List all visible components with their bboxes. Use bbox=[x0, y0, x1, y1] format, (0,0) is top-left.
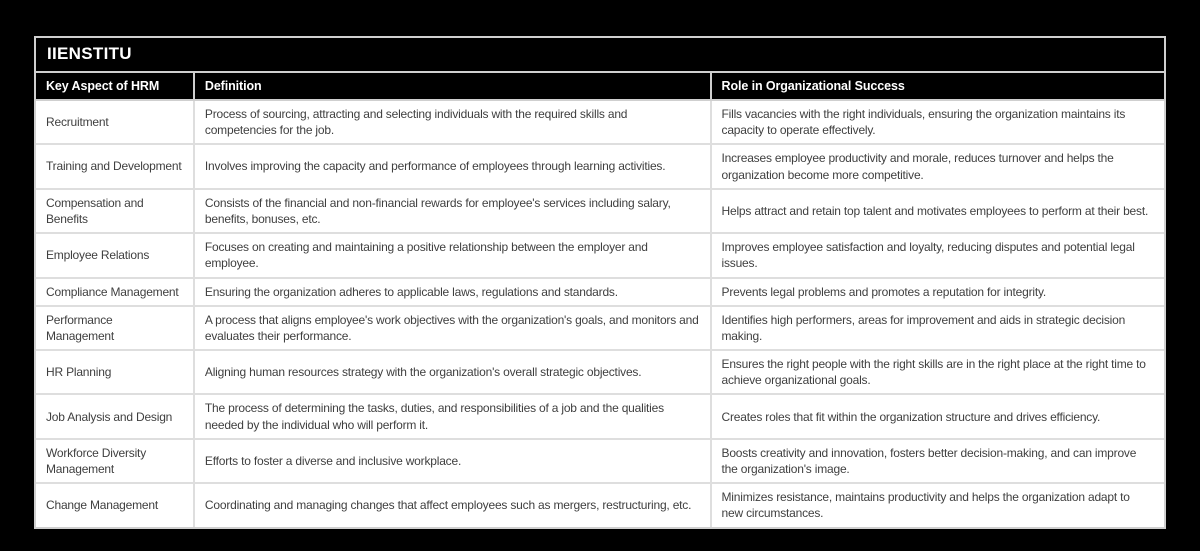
cell-definition: Ensuring the organization adheres to applicable laws, regulations and standards. bbox=[194, 278, 711, 306]
cell-role: Creates roles that fit within the organization structure and drives efficiency. bbox=[711, 394, 1164, 438]
cell-definition: Aligning human resources strategy with the organization's overall strategic objectives. bbox=[194, 350, 711, 394]
column-header-key-aspect: Key Aspect of HRM bbox=[36, 73, 194, 100]
cell-aspect: Compensation and Benefits bbox=[36, 189, 194, 233]
hrm-table bbox=[36, 73, 1164, 527]
table-row bbox=[36, 233, 1164, 277]
cell-aspect: Employee Relations bbox=[36, 233, 194, 277]
cell-definition: Coordinating and managing changes that affect employees such as mergers, restructuring, etc. bbox=[194, 483, 711, 526]
column-header-role: Role in Organizational Success bbox=[711, 73, 1164, 100]
header-row bbox=[36, 73, 1164, 100]
cell-aspect: Compliance Management bbox=[36, 278, 194, 306]
cell-definition: The process of determining the tasks, duties, and responsibilities of a job and the qualities needed by the individual who will perform it. bbox=[194, 394, 711, 438]
cell-definition: Consists of the financial and non-financial rewards for employee's services including salary, benefits, bonuses, etc. bbox=[194, 189, 711, 233]
cell-definition: A process that aligns employee's work objectives with the organization's goals, and monitors and evaluates their performance. bbox=[194, 306, 711, 350]
cell-role: Identifies high performers, areas for improvement and aids in strategic decision making. bbox=[711, 306, 1164, 350]
cell-role: Fills vacancies with the right individuals, ensuring the organization maintains its capacity to operate effectively. bbox=[711, 100, 1164, 144]
table-row bbox=[36, 189, 1164, 233]
cell-role: Prevents legal problems and promotes a reputation for integrity. bbox=[711, 278, 1164, 306]
table-row bbox=[36, 394, 1164, 438]
cell-aspect: Change Management bbox=[36, 483, 194, 526]
cell-aspect: Workforce Diversity Management bbox=[36, 439, 194, 483]
cell-role: Improves employee satisfaction and loyalty, reducing disputes and potential legal issues. bbox=[711, 233, 1164, 277]
cell-definition: Involves improving the capacity and performance of employees through learning activities. bbox=[194, 144, 711, 188]
cell-aspect: Training and Development bbox=[36, 144, 194, 188]
cell-role: Helps attract and retain top talent and motivates employees to perform at their best. bbox=[711, 189, 1164, 233]
cell-definition: Efforts to foster a diverse and inclusive workplace. bbox=[194, 439, 711, 483]
table-body bbox=[36, 100, 1164, 527]
table-row bbox=[36, 350, 1164, 394]
cell-definition: Process of sourcing, attracting and selecting individuals with the required skills and competencies for the job. bbox=[194, 100, 711, 144]
table-row bbox=[36, 278, 1164, 306]
cell-aspect: Job Analysis and Design bbox=[36, 394, 194, 438]
hrm-table-card bbox=[34, 36, 1166, 529]
cell-role: Boosts creativity and innovation, fosters better decision-making, and can improve the organization's image. bbox=[711, 439, 1164, 483]
table-row bbox=[36, 144, 1164, 188]
cell-role: Increases employee productivity and morale, reduces turnover and helps the organization become more competitive. bbox=[711, 144, 1164, 188]
table-row bbox=[36, 306, 1164, 350]
cell-definition: Focuses on creating and maintaining a positive relationship between the employer and employee. bbox=[194, 233, 711, 277]
cell-role: Ensures the right people with the right skills are in the right place at the right time to achieve organizational goals. bbox=[711, 350, 1164, 394]
cell-aspect: Recruitment bbox=[36, 100, 194, 144]
table-row bbox=[36, 483, 1164, 526]
cell-aspect: Performance Management bbox=[36, 306, 194, 350]
cell-role: Minimizes resistance, maintains productivity and helps the organization adapt to new circumstances. bbox=[711, 483, 1164, 526]
cell-aspect: HR Planning bbox=[36, 350, 194, 394]
table-title: IIENSTITU bbox=[36, 38, 1164, 73]
column-header-definition: Definition bbox=[194, 73, 711, 100]
table-row bbox=[36, 439, 1164, 483]
table-row bbox=[36, 100, 1164, 144]
